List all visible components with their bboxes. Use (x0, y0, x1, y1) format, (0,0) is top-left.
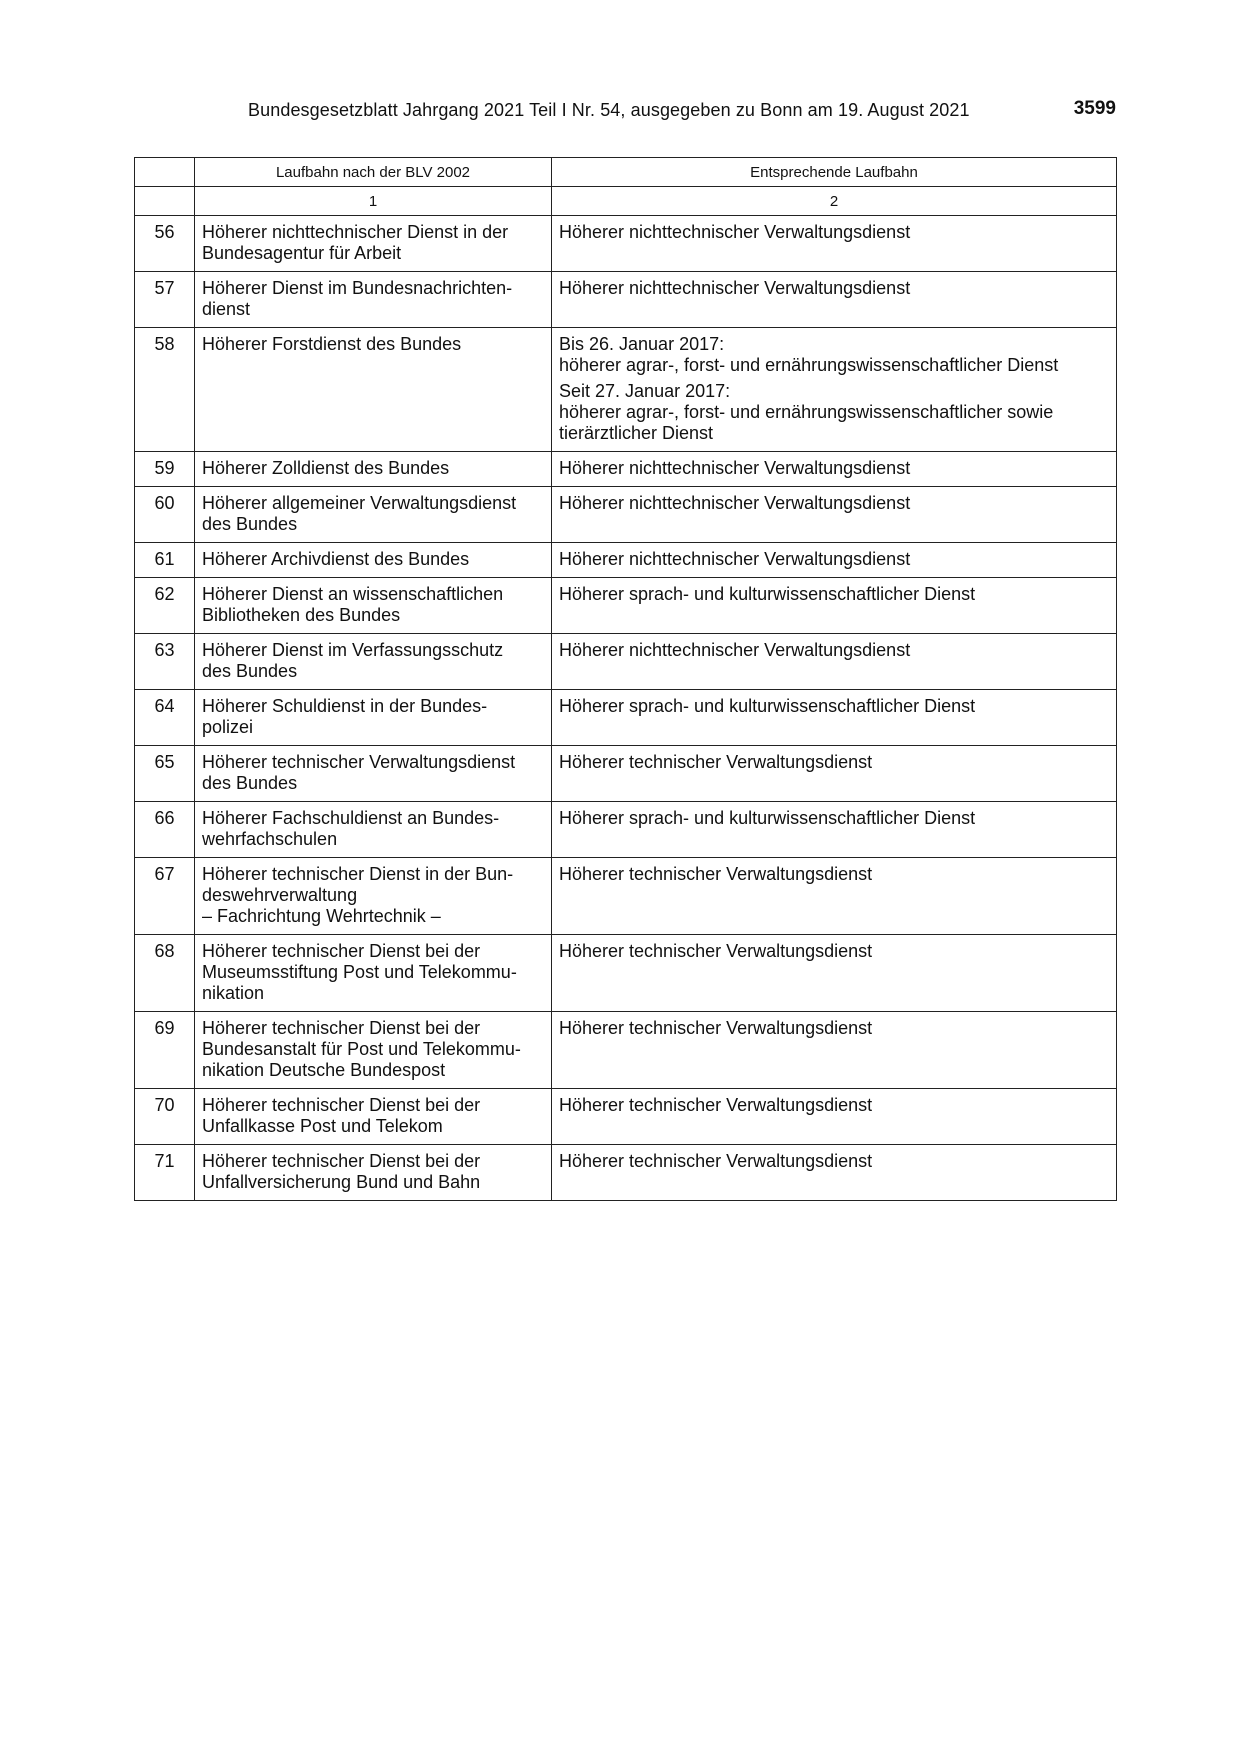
column-header-blv-2002: Laufbahn nach der BLV 2002 (195, 158, 552, 187)
cell-text-line: Höherer technischer Verwaltungsdienst (559, 1095, 873, 1115)
entsprechende-laufbahn-cell (552, 328, 1117, 452)
cell-text-line: Höherer technischer Verwaltungsdienst (559, 864, 873, 884)
cell-text-line: Höherer Archivdienst des Bundes (202, 549, 470, 569)
cell-text-line: Höherer Dienst an wissenschaftlichen (202, 584, 504, 604)
laufbahn-blv-2002-cell (195, 858, 552, 935)
row-number: 63 (135, 634, 195, 690)
laufbahn-blv-2002-cell (195, 802, 552, 858)
entsprechende-laufbahn-cell (552, 690, 1117, 746)
entsprechende-laufbahn-cell (552, 272, 1117, 328)
cell-text-line: Museumsstiftung Post und Telekommu- (202, 962, 517, 982)
table-row (135, 802, 1117, 858)
row-number: 71 (135, 1145, 195, 1201)
column-index-2: 2 (552, 187, 1117, 216)
entsprechende-laufbahn-cell (552, 634, 1117, 690)
cell-text-line: deswehrverwaltung (202, 885, 358, 905)
cell-text-line: Höherer technischer Verwaltungsdienst (202, 752, 516, 772)
cell-text-line: Höherer technischer Verwaltungsdienst (559, 752, 873, 772)
cell-text-line: Höherer Zolldienst des Bundes (202, 458, 450, 478)
cell-text-line: Höherer technischer Dienst in der Bun- (202, 864, 514, 884)
cell-text-line: – Fachrichtung Wehrtechnik – (202, 906, 441, 926)
cell-text-line: Höherer nichttechnischer Verwaltungsdienst (559, 278, 911, 298)
entsprechende-laufbahn-cell (552, 746, 1117, 802)
entsprechende-laufbahn-cell (552, 543, 1117, 578)
cell-text-line: Höherer allgemeiner Verwaltungsdienst (202, 493, 517, 513)
cell-text-line: Höherer nichttechnischer Verwaltungsdienst (559, 493, 911, 513)
cell-text-line: Höherer nichttechnischer Dienst in der (202, 222, 509, 242)
table-row (135, 746, 1117, 802)
laufbahn-blv-2002-cell (195, 634, 552, 690)
laufbahn-blv-2002-cell (195, 1012, 552, 1089)
cell-text-line: Höherer Schuldienst in der Bundes- (202, 696, 488, 716)
table-row (135, 578, 1117, 634)
cell-text-line: Höherer nichttechnischer Verwaltungsdienst (559, 458, 911, 478)
cell-text-line: tierärztlicher Dienst (559, 423, 714, 443)
entsprechende-laufbahn-cell (552, 452, 1117, 487)
laufbahn-blv-2002-cell (195, 1145, 552, 1201)
column-header-entsprechende-laufbahn: Entsprechende Laufbahn (552, 158, 1117, 187)
row-number: 69 (135, 1012, 195, 1089)
table-row (135, 634, 1117, 690)
row-number: 56 (135, 216, 195, 272)
laufbahn-blv-2002-cell (195, 328, 552, 452)
row-number: 62 (135, 578, 195, 634)
row-number: 60 (135, 487, 195, 543)
entsprechende-laufbahn-cell (552, 1012, 1117, 1089)
page-header (134, 98, 1116, 128)
cell-text-line: Höherer technischer Verwaltungsdienst (559, 1151, 873, 1171)
entsprechende-laufbahn-cell (552, 935, 1117, 1012)
cell-text-line: Bundesanstalt für Post und Telekommu- (202, 1039, 521, 1059)
table-row (135, 858, 1117, 935)
laufbahn-blv-2002-cell (195, 578, 552, 634)
table-row (135, 216, 1117, 272)
row-number: 66 (135, 802, 195, 858)
cell-text-line: Höherer technischer Dienst bei der (202, 1095, 481, 1115)
page-number: 3599 (1073, 98, 1116, 119)
laufbahn-table (134, 157, 1117, 1201)
table-index-row (135, 187, 1117, 216)
laufbahn-blv-2002-cell (195, 690, 552, 746)
cell-text-line: höherer agrar-, forst- und ernährungswissenschaftlicher Dienst (559, 355, 1059, 375)
laufbahn-blv-2002-cell (195, 216, 552, 272)
table-row (135, 1145, 1117, 1201)
cell-text-line: Bundesagentur für Arbeit (202, 243, 402, 263)
cell-text-line: Höherer nichttechnischer Verwaltungsdienst (559, 549, 911, 569)
table-row (135, 935, 1117, 1012)
row-number: 61 (135, 543, 195, 578)
laufbahn-blv-2002-cell (195, 543, 552, 578)
cell-text-line: Bibliotheken des Bundes (202, 605, 401, 625)
cell-text-line: Seit 27. Januar 2017: (559, 381, 731, 401)
cell-text-line: Höherer technischer Verwaltungsdienst (559, 941, 873, 961)
table-row (135, 1089, 1117, 1145)
laufbahn-blv-2002-cell (195, 272, 552, 328)
entsprechende-laufbahn-cell (552, 487, 1117, 543)
cell-text-line: dienst (202, 299, 251, 319)
cell-text-line: Unfallversicherung Bund und Bahn (202, 1172, 481, 1192)
cell-text-line: Höherer technischer Verwaltungsdienst (559, 1018, 873, 1038)
table-row (135, 452, 1117, 487)
cell-text-line: Höherer sprach- und kulturwissenschaftlicher Dienst (559, 584, 976, 604)
cell-text-line: nikation Deutsche Bundespost (202, 1060, 446, 1080)
laufbahn-blv-2002-cell (195, 746, 552, 802)
table-row (135, 543, 1117, 578)
row-number: 57 (135, 272, 195, 328)
row-number: 59 (135, 452, 195, 487)
laufbahn-blv-2002-cell (195, 487, 552, 543)
cell-text-line: Höherer nichttechnischer Verwaltungsdienst (559, 222, 911, 242)
cell-text-line: polizei (202, 717, 254, 737)
row-number: 65 (135, 746, 195, 802)
cell-text-line: Unfallkasse Post und Telekom (202, 1116, 443, 1136)
column-index-1: 1 (195, 187, 552, 216)
row-number: 68 (135, 935, 195, 1012)
cell-text-line: Höherer technischer Dienst bei der (202, 941, 481, 961)
cell-text-line: Höherer technischer Dienst bei der (202, 1151, 481, 1171)
cell-text-line: des Bundes (202, 773, 298, 793)
entsprechende-laufbahn-cell (552, 1089, 1117, 1145)
cell-text-line: höherer agrar-, forst- und ernährungswissenschaftlicher sowie (559, 402, 1054, 422)
cell-text-line: Höherer Forstdienst des Bundes (202, 334, 462, 354)
table-row (135, 690, 1117, 746)
row-number: 58 (135, 328, 195, 452)
entsprechende-laufbahn-cell (552, 858, 1117, 935)
cell-text-line: wehrfachschulen (202, 829, 338, 849)
entsprechende-laufbahn-cell (552, 578, 1117, 634)
column-header-number (135, 158, 195, 187)
cell-text-line: Höherer Dienst im Bundesnachrichten- (202, 278, 513, 298)
cell-text-line: Höherer sprach- und kulturwissenschaftlicher Dienst (559, 808, 976, 828)
cell-text-line: des Bundes (202, 514, 298, 534)
row-number: 64 (135, 690, 195, 746)
table-row (135, 328, 1117, 452)
cell-text-line: Höherer sprach- und kulturwissenschaftlicher Dienst (559, 696, 976, 716)
row-number: 67 (135, 858, 195, 935)
cell-text-line: Höherer Fachschuldienst an Bundes- (202, 808, 500, 828)
entsprechende-laufbahn-cell (552, 802, 1117, 858)
table-row (135, 487, 1117, 543)
cell-text-line: Höherer nichttechnischer Verwaltungsdienst (559, 640, 911, 660)
row-number: 70 (135, 1089, 195, 1145)
table-header-row (135, 158, 1117, 187)
column-index-number (135, 187, 195, 216)
table-row (135, 272, 1117, 328)
entsprechende-laufbahn-cell (552, 216, 1117, 272)
cell-text-line: Bis 26. Januar 2017: (559, 334, 725, 354)
laufbahn-blv-2002-cell (195, 935, 552, 1012)
cell-text-line: nikation (202, 983, 265, 1003)
header-title: Bundesgesetzblatt Jahrgang 2021 Teil I Nr. 54, ausgegeben zu Bonn am 19. August 2021 (248, 100, 970, 120)
table-body (135, 158, 1117, 1201)
laufbahn-blv-2002-cell (195, 452, 552, 487)
cell-text-line: des Bundes (202, 661, 298, 681)
table-row (135, 1012, 1117, 1089)
entsprechende-laufbahn-cell (552, 1145, 1117, 1201)
cell-text-line: Höherer Dienst im Verfassungsschutz (202, 640, 504, 660)
laufbahn-blv-2002-cell (195, 1089, 552, 1145)
cell-text-line: Höherer technischer Dienst bei der (202, 1018, 481, 1038)
